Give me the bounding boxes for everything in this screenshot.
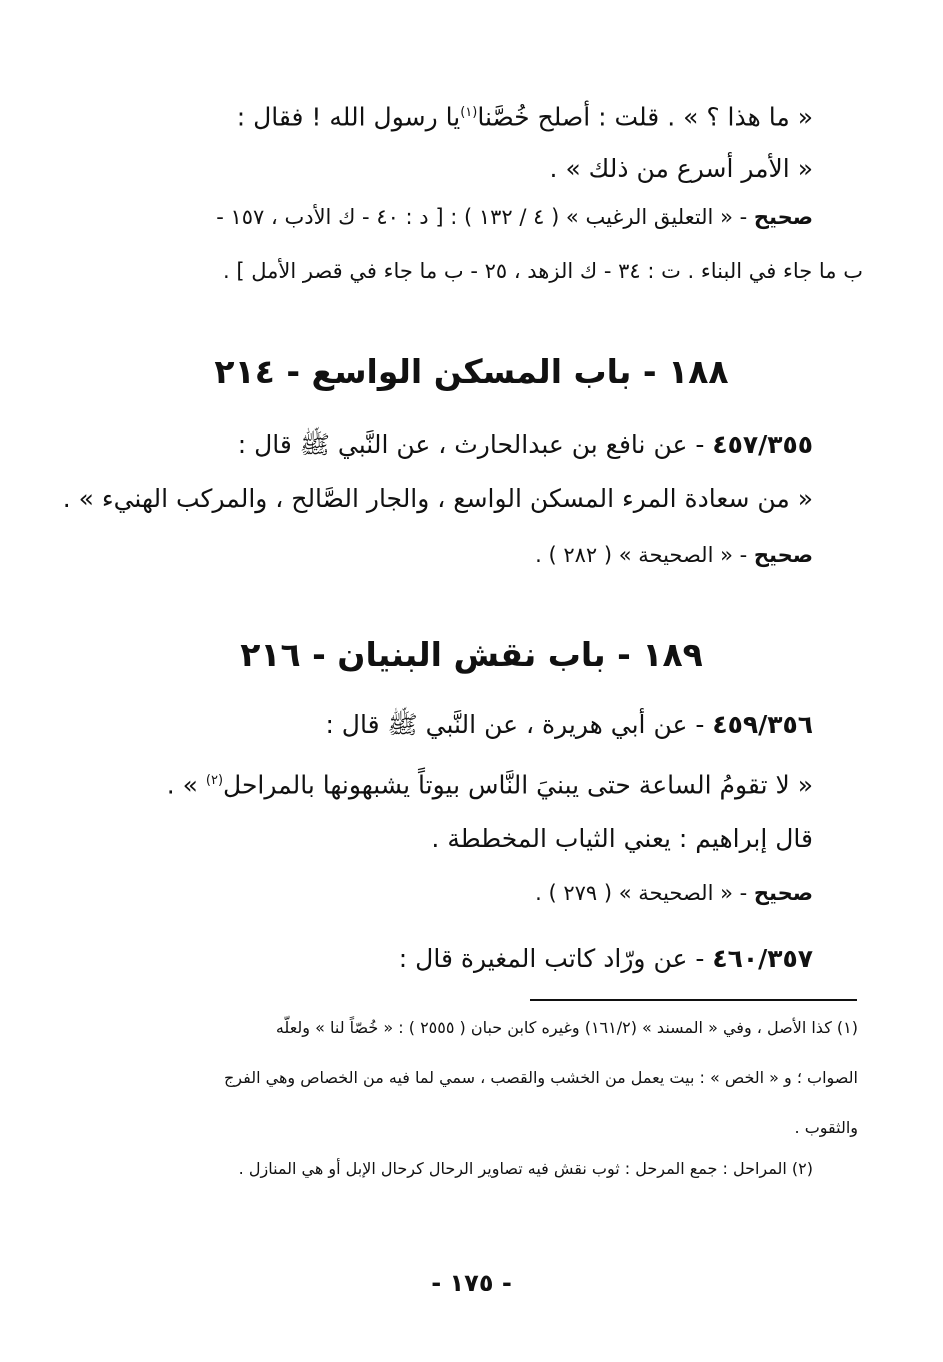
hadith-356-body: « لا تقومُ الساعة حتى يبنيَ النَّاس بيوتاً يشبهونها بالمراحل bbox=[223, 770, 813, 800]
hadith-356-text bbox=[167, 764, 813, 802]
hadith-356-intro bbox=[325, 708, 813, 742]
hadith-355-body: « من سعادة المرء المسكن الواسع ، والجار الصَّالح ، والمركب الهنيء » . bbox=[62, 484, 813, 513]
grading-line-355 bbox=[535, 538, 813, 572]
footnote-1-line-3: والثقوب . bbox=[794, 1118, 858, 1137]
hadith-number: ٤٥٧/٣٥٥ bbox=[712, 430, 813, 459]
hadith-356-intro-text: - عن أبي هريرة ، عن النَّبي ﷺ قال : bbox=[325, 710, 713, 739]
grading-line-356-text: - « الصحيحة » ( ٢٧٩ ) . bbox=[535, 881, 754, 905]
footnote-1-line-1: (١) كذا الأصل ، وفي « المسند » (١٦١/٢) وغيره كابن حبان ( ٢٥٥٥ ) : « خُصّاً لنا » ولعلّه bbox=[275, 1018, 858, 1037]
hadith-355-intro-text: - عن نافع بن عبدالحارث ، عن النَّبي ﷺ قال : bbox=[237, 430, 713, 459]
hadith-357-intro bbox=[399, 942, 813, 976]
grade-label: صحيح bbox=[753, 881, 813, 905]
hadith-357-intro-text: - عن ورّاد كاتب المغيرة قال : bbox=[398, 944, 713, 973]
grading-line-356 bbox=[535, 876, 813, 910]
chapter-heading-188: ١٨٨ - باب المسكن الواسع - ٢١٤ bbox=[214, 352, 729, 391]
text-line-1 bbox=[237, 96, 813, 134]
grade-label: صحيح bbox=[753, 543, 813, 567]
line-1-tail: يا رسول الله ! فقال : bbox=[236, 102, 461, 132]
hadith-355-intro bbox=[238, 428, 813, 462]
footnote-divider bbox=[530, 999, 857, 1001]
footnote-ref-1[interactable]: (١) bbox=[460, 105, 478, 120]
grading-line-2-text: ب ما جاء في البناء . ت : ٣٤ - ك الزهد ، ٢٥ - ب ما جاء في قصر الأمل ] . bbox=[223, 259, 863, 283]
grade-label: صحيح bbox=[753, 205, 813, 229]
hadith-number: ٤٥٩/٣٥٦ bbox=[712, 710, 813, 739]
grading-line-2 bbox=[223, 254, 863, 288]
line-2-text: « الأمر أسرع من ذلك » . bbox=[549, 154, 813, 183]
hadith-355-text bbox=[63, 482, 813, 516]
grading-line-1 bbox=[216, 200, 813, 234]
footnote-2: (٢) المراحل : جمع المرحل : ثوب نقش فيه تصاوير الرحال كرحال الإبل أو هي المنازل . bbox=[238, 1159, 813, 1178]
hadith-356-tail: » . bbox=[166, 770, 206, 800]
page-number: - ١٧٥ - bbox=[431, 1269, 512, 1297]
chapter-heading-189: ١٨٩ - باب نقش البنيان - ٢١٦ bbox=[240, 635, 703, 674]
hadith-356-note bbox=[431, 822, 813, 856]
text-line-2 bbox=[550, 152, 813, 186]
footnote-1-line-2: الصواب ؛ و « الخص » : بيت يعمل من الخشب والقصب ، سمي لما فيه من الخصاص وهي الفرج bbox=[223, 1068, 858, 1087]
grading-line-1-text: - « التعليق الرغيب » ( ٤ / ١٣٢ ) : [ د : ٤٠ - ك الأدب ، ١٥٧ - bbox=[216, 205, 754, 229]
hadith-356-note-text: قال إبراهيم : يعني الثياب المخططة . bbox=[431, 824, 813, 853]
footnote-ref-2[interactable]: (٢) bbox=[205, 773, 224, 788]
line-1-text: « ما هذا ؟ » . قلت : أصلح خُصَّنا bbox=[477, 102, 813, 132]
grading-line-355-text: - « الصحيحة » ( ٢٨٢ ) . bbox=[535, 543, 754, 567]
hadith-number: ٤٦٠/٣٥٧ bbox=[712, 944, 813, 973]
